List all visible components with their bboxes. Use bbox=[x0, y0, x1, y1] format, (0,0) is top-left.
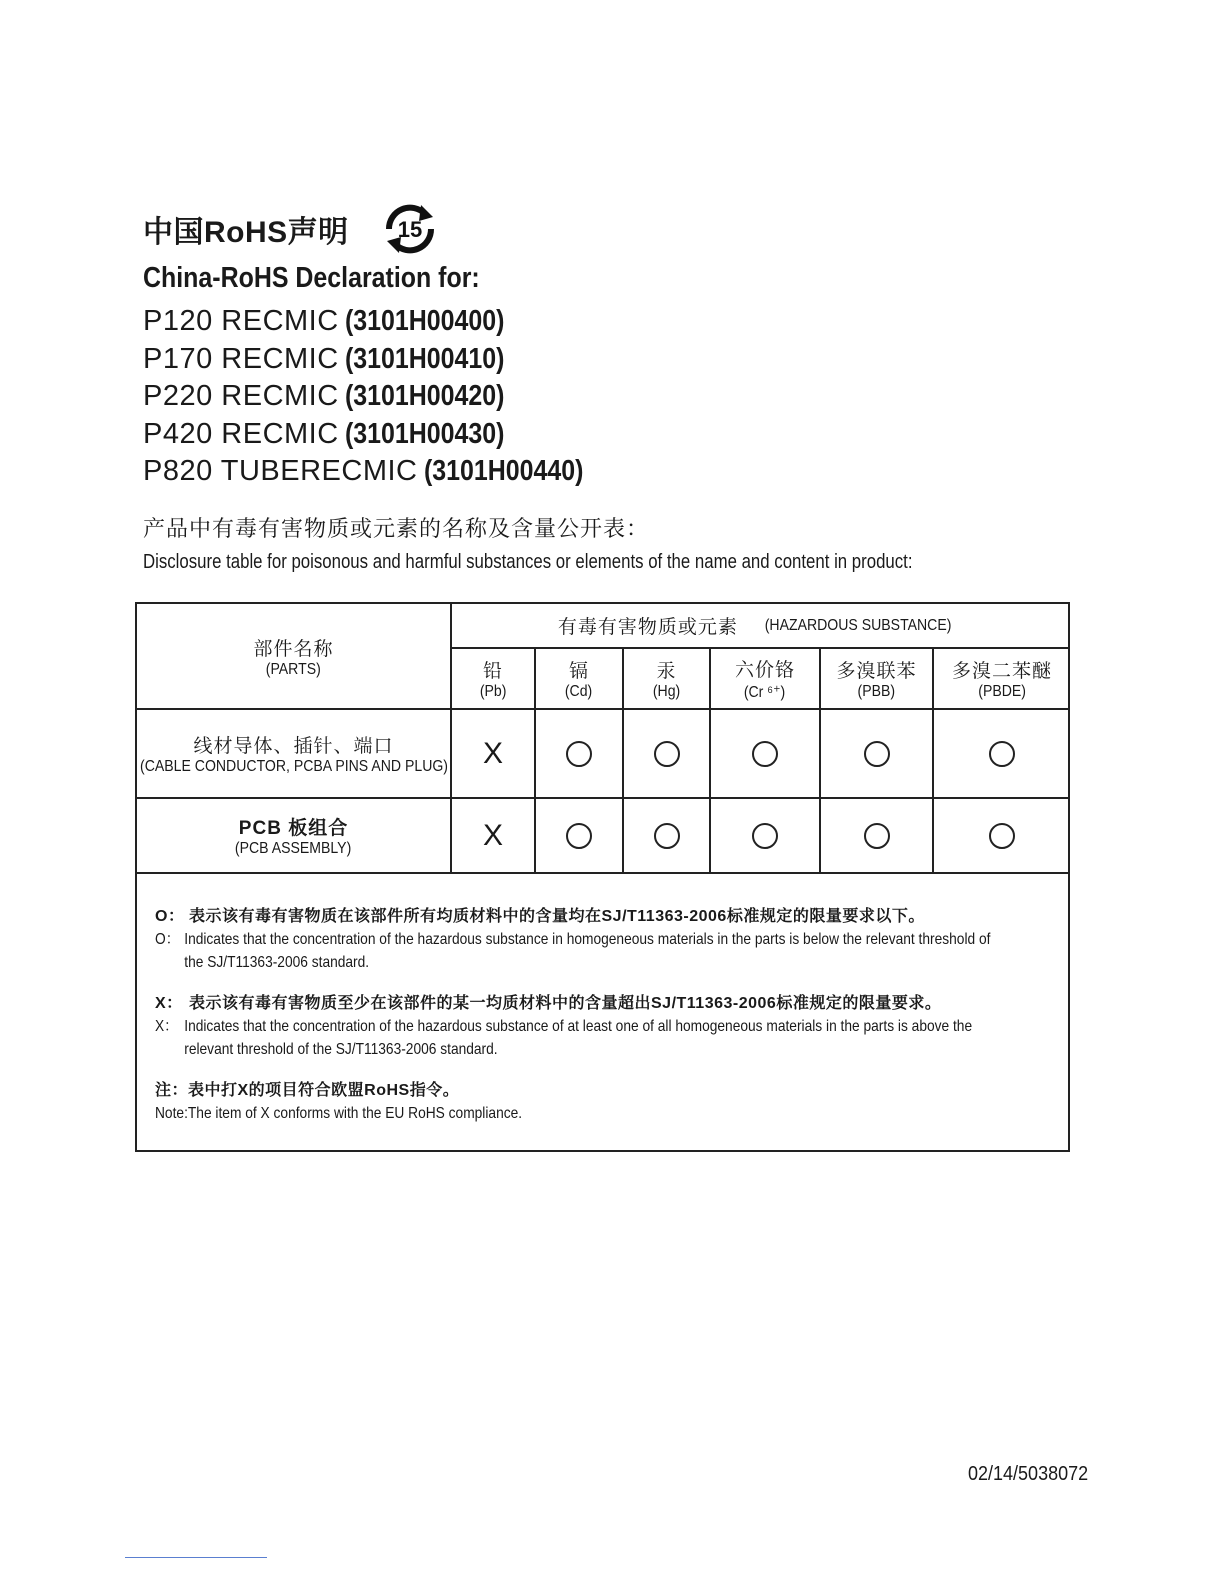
product-code: (3101H00420) bbox=[344, 380, 505, 413]
note-x-cn bbox=[155, 992, 1035, 1015]
note-o-en bbox=[155, 928, 991, 951]
x-mark: X bbox=[482, 818, 503, 852]
o-mark bbox=[711, 710, 819, 797]
substance-en: (Pb) bbox=[479, 683, 507, 700]
note-o-en-cont: the SJ/T11363-2006 standard. bbox=[184, 954, 370, 971]
circle-icon bbox=[864, 741, 890, 767]
circle-icon bbox=[752, 823, 778, 849]
substance-cn: 铅 bbox=[482, 661, 503, 682]
note-cn: 注：表中打X的项目符合欧盟RoHS指令。 bbox=[155, 1082, 460, 1099]
o-mark bbox=[536, 710, 622, 797]
substance-header bbox=[624, 649, 709, 708]
hazard-header bbox=[452, 604, 1070, 647]
substance-en: (Cr ⁶⁺) bbox=[744, 684, 786, 701]
product-code: (3101H00410) bbox=[344, 342, 505, 375]
substance-header bbox=[821, 649, 932, 708]
product-code: (3101H00400) bbox=[344, 305, 505, 338]
circle-icon bbox=[566, 823, 592, 849]
circle-icon bbox=[752, 741, 778, 767]
o-mark bbox=[934, 799, 1070, 872]
substance-header bbox=[452, 649, 534, 708]
product-name: P220 RECMIC bbox=[143, 380, 339, 413]
page-title: 中国RoHS声明 bbox=[143, 216, 349, 249]
o-mark bbox=[536, 799, 622, 872]
part-name-cn: 线材导体、插针、端口 bbox=[193, 736, 394, 757]
hazard-header-en: (HAZARDOUS SUBSTANCE) bbox=[764, 616, 952, 634]
part-name-cn: PCB 板组合 bbox=[238, 818, 349, 839]
part-name-en: (CABLE CONDUCTOR, PCBA PINS AND PLUG) bbox=[139, 758, 448, 775]
note-text: 表示该有毒有害物质至少在该部件的某一均质材料中的含量超出SJ/T11363-2006标准规定的限量要求。 bbox=[189, 995, 942, 1012]
o-mark bbox=[821, 710, 932, 797]
footer-rule bbox=[125, 1557, 267, 1558]
note-x-symbol: X： bbox=[155, 1018, 178, 1035]
parts-header bbox=[137, 604, 450, 708]
note-en: Note:The item of X conforms with the EU RoHS compliance. bbox=[155, 1105, 523, 1122]
product-name: P420 RECMIC bbox=[143, 417, 339, 450]
note-x-symbol: X： bbox=[155, 995, 183, 1012]
circle-icon bbox=[989, 741, 1015, 767]
substance-header bbox=[934, 649, 1070, 708]
product-item bbox=[143, 453, 609, 491]
x-mark: X bbox=[482, 736, 503, 770]
circle-icon bbox=[864, 823, 890, 849]
note-o-cn bbox=[155, 905, 1035, 928]
substance-header bbox=[536, 649, 622, 708]
note-o-symbol: O： bbox=[155, 931, 180, 948]
note-x-en bbox=[155, 1015, 973, 1038]
product-list bbox=[143, 303, 609, 491]
product-item bbox=[143, 378, 609, 416]
disclosure-title-en: Disclosure table for poisonous and harmful substances or elements of the name and content in product: bbox=[143, 551, 913, 573]
o-mark bbox=[934, 710, 1070, 797]
substance-cn: 多溴联苯 bbox=[836, 661, 917, 682]
efup-logo-icon bbox=[379, 203, 441, 255]
substance-en: (PBDE) bbox=[978, 683, 1026, 700]
hazard-header-cn: 有毒有害物质或元素 bbox=[557, 617, 738, 638]
product-item bbox=[143, 416, 609, 454]
table-row-part bbox=[137, 710, 450, 797]
note-x-en-cont: relevant threshold of the SJ/T11363-2006 standard. bbox=[184, 1041, 498, 1058]
table-divider bbox=[137, 872, 1070, 874]
product-item bbox=[143, 341, 609, 379]
product-name: P820 TUBERECMIC bbox=[143, 455, 418, 488]
title-row bbox=[143, 203, 441, 255]
table-row-part bbox=[137, 799, 450, 872]
declaration-subtitle: China-RoHS Declaration for: bbox=[143, 262, 480, 294]
note-text: Indicates that the concentration of the hazardous substance of at least one of all homogeneous materials in the parts is above the bbox=[184, 1018, 973, 1035]
substance-cn: 镉 bbox=[568, 661, 589, 682]
parts-header-en: (PARTS) bbox=[265, 660, 322, 678]
product-code: (3101H00440) bbox=[423, 455, 583, 488]
o-mark bbox=[624, 799, 709, 872]
circle-icon bbox=[654, 741, 680, 767]
circle-icon bbox=[989, 823, 1015, 849]
parts-header-cn: 部件名称 bbox=[253, 638, 334, 660]
circle-icon bbox=[566, 741, 592, 767]
substance-header bbox=[711, 649, 819, 708]
note-text: 表示该有毒有害物质在该部件所有均质材料中的含量均在SJ/T11363-2006标准规定的限量要求以下。 bbox=[189, 908, 925, 925]
efup-years: 15 bbox=[397, 217, 422, 242]
substance-cn: 多溴二苯醚 bbox=[951, 661, 1052, 682]
substance-en: (Hg) bbox=[652, 683, 681, 700]
circle-icon bbox=[654, 823, 680, 849]
product-name: P120 RECMIC bbox=[143, 305, 339, 338]
substance-cn: 六价铬 bbox=[734, 660, 795, 681]
o-mark bbox=[711, 799, 819, 872]
document-code: 02/14/5038072 bbox=[968, 1463, 1089, 1485]
o-mark bbox=[624, 710, 709, 797]
notes-section bbox=[155, 905, 1035, 1125]
note-o-symbol: O： bbox=[155, 908, 185, 925]
product-code: (3101H00430) bbox=[344, 417, 505, 450]
product-item bbox=[143, 303, 609, 341]
substance-cn: 汞 bbox=[656, 661, 677, 682]
part-name-en: (PCB ASSEMBLY) bbox=[235, 840, 352, 857]
note-text: Indicates that the concentration of the hazardous substance in homogeneous materials in the parts is below the relevant threshold of bbox=[184, 931, 991, 948]
product-name: P170 RECMIC bbox=[143, 342, 339, 375]
o-mark bbox=[821, 799, 932, 872]
substance-en: (Cd) bbox=[565, 683, 593, 700]
substance-en: (PBB) bbox=[857, 683, 896, 700]
disclosure-title-cn: 产品中有毒有害物质或元素的名称及含量公开表： bbox=[143, 516, 650, 541]
